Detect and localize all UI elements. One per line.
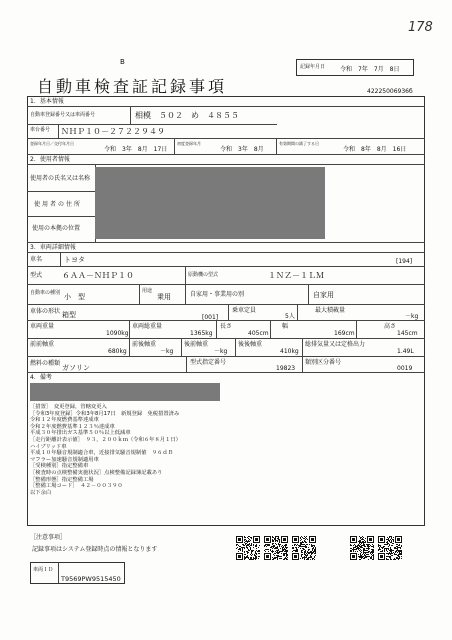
maker-value: トヨタ — [64, 256, 85, 264]
user-address-label: 使用者の住所 — [34, 201, 83, 208]
user-name-label: 使用者の氏名又は名称 — [30, 175, 91, 182]
qr-code-5 — [378, 536, 402, 560]
notes-title: ［注意事項］ — [30, 534, 67, 541]
displacement-value: 1.49L — [397, 348, 414, 355]
engine-value: １ＮＺ－１ＬＭ — [268, 271, 324, 280]
remarks-line: ハイブリッド車 — [30, 443, 67, 450]
remarks-line: ［措置］ 変更登録，管轄変更入 — [30, 404, 107, 410]
kind-value: 小 型 — [64, 293, 85, 301]
remarks-line: 令和２年度燃費基準１２３％達成車 — [30, 423, 115, 430]
use-value: 乗用 — [157, 293, 171, 301]
first-reg-label: 登録年月日／交付年月日 — [30, 141, 74, 146]
fuel-label: 燃料の種類 — [30, 360, 61, 367]
width-label: 幅 — [282, 323, 289, 330]
front-rear-value: －kg — [160, 348, 174, 355]
displacement-label: 総排気量又は定格出力 — [305, 341, 366, 348]
kind-label: 自動車の種別 — [30, 290, 61, 296]
width-value: 169cm — [334, 330, 355, 337]
record-date-box — [296, 59, 414, 76]
remarks-line: ［受検種別］指定整備車 — [30, 463, 89, 470]
section-basic-title: 1．基本情報 — [30, 98, 64, 105]
remarks-line: 平成３０年排出ガス基準５０％以上低減車 — [30, 430, 131, 437]
length-value: 405cm — [248, 330, 269, 337]
vehicle-id-label: 車両ＩＤ — [33, 567, 54, 573]
front-front-label: 前前軸重 — [30, 341, 55, 348]
redacted-remarks — [30, 383, 220, 401]
body-label: 車体の形状 — [30, 308, 61, 315]
vehicle-id-value: T9569PW9515450 — [61, 575, 121, 583]
designation-value: 19823 — [276, 365, 296, 372]
gross-label: 車両総重量 — [132, 323, 163, 330]
designation-label: 型式指定番号 — [190, 359, 227, 366]
first-year-value: 令和 3年 8月 — [220, 146, 264, 153]
remarks-line: ［走行距離計表示値］ ９３，２００ｋｍ（令和６年８月１日） — [30, 436, 181, 443]
record-date-value: 令和 7年 7月 8日 — [340, 66, 400, 73]
qr-code-4 — [350, 536, 374, 560]
fuel-value: ガソリン — [62, 364, 90, 372]
private-value: 自家用 — [313, 291, 334, 299]
first-reg-value: 令和 3年 8月 17日 — [104, 146, 168, 153]
section-user-title: 2．使用者情報 — [30, 156, 70, 163]
height-value: 145cm — [397, 330, 418, 337]
private-label: 自家用・事業用の別 — [190, 291, 245, 298]
front-rear-label: 前後軸重 — [132, 341, 157, 348]
vehicle-id-box — [30, 562, 125, 584]
chassis-label: 車台番号 — [30, 127, 51, 133]
height-label: 高さ — [384, 323, 397, 330]
body-value: 箱型 — [62, 311, 76, 319]
remarks-line: ［検査時の点検整備実施状況］点検整備記録簿記載あり — [30, 469, 163, 476]
remarks-line: ［令和3年度登録］令和3年8月17日 新規登録 免税措置済み — [30, 410, 180, 417]
remarks-line: 平成１０年騒音規制適合車，近接排気騒音規制値 ９６ｄＢ — [30, 450, 174, 457]
max-load-value: －kg — [405, 313, 419, 320]
weight-value: 1090kg — [106, 330, 129, 337]
reg-value: 相模 ５０２ め ４８５５ — [135, 111, 239, 120]
section-vehicle-title: 3．車両詳細情報 — [30, 244, 76, 251]
qr-code-2 — [264, 536, 288, 560]
engine-label: 原動機の型式 — [188, 272, 219, 278]
capacity-label: 乗車定員 — [232, 307, 257, 314]
first-year-label: 初度登録年月 — [177, 141, 201, 146]
remarks-line: ［整備形態］指定整備工場 — [30, 476, 94, 483]
reg-label: 自動車登録番号又は車両番号 — [30, 112, 96, 118]
use-label: 用途 — [142, 288, 153, 294]
rear-rear-value: 410kg — [280, 348, 299, 355]
remarks-line: 令和１２年度燃費基準達成車 — [30, 417, 99, 424]
remarks-line: 以下余白 — [30, 489, 52, 496]
handwritten-number: 178 — [408, 20, 433, 35]
doc-number: 42225006936б — [367, 88, 413, 95]
notes-line: 記録事項はシステム登録時点の情報となります — [32, 546, 158, 553]
gross-value: 1365kg — [190, 330, 213, 337]
remarks-line: マフラー加速騒音規制適用車 — [30, 456, 99, 463]
qr-code-3 — [292, 536, 316, 560]
maker-code: [194] — [396, 258, 413, 265]
length-label: 長さ — [220, 323, 233, 330]
body-code: [001] — [202, 314, 219, 321]
rear-front-label: 後前軸重 — [184, 341, 209, 348]
section-remarks-title: 4．備考 — [30, 374, 52, 381]
weight-label: 車両重量 — [30, 323, 55, 330]
front-front-value: 680kg — [108, 348, 127, 355]
record-date-label: 記録年月日 — [300, 64, 326, 70]
chassis-value: ＮＨＰ１０－２７２２９４９ — [61, 127, 165, 136]
rear-rear-label: 後後軸重 — [238, 341, 263, 348]
rear-front-value: －kg — [214, 348, 228, 355]
qr-code-1 — [236, 536, 260, 560]
maker-label: 車名 — [30, 256, 43, 263]
remarks-list — [30, 404, 181, 496]
expiry-value: 令和 8年 8月 16日 — [343, 146, 407, 153]
letter-b: B — [120, 58, 125, 66]
category-label: 類別区分番号 — [305, 359, 342, 366]
model-value: ６ＡＡ－ＮＨＰ１０ — [62, 271, 134, 280]
remarks-line: ［整備工場コード］ ４２－００３９０ — [30, 483, 123, 490]
category-value: 0019 — [397, 365, 413, 372]
model-label: 型式 — [30, 272, 43, 279]
capacity-value: 5人 — [285, 313, 295, 320]
redacted-user-info — [95, 167, 325, 239]
expiry-label: 有効期間の満了する日 — [279, 141, 319, 146]
max-load-label: 最大積載量 — [315, 307, 346, 314]
user-base-label: 使用の本拠の位置 — [32, 225, 81, 232]
page-title: 自動車検査証記録事項 — [37, 77, 228, 96]
